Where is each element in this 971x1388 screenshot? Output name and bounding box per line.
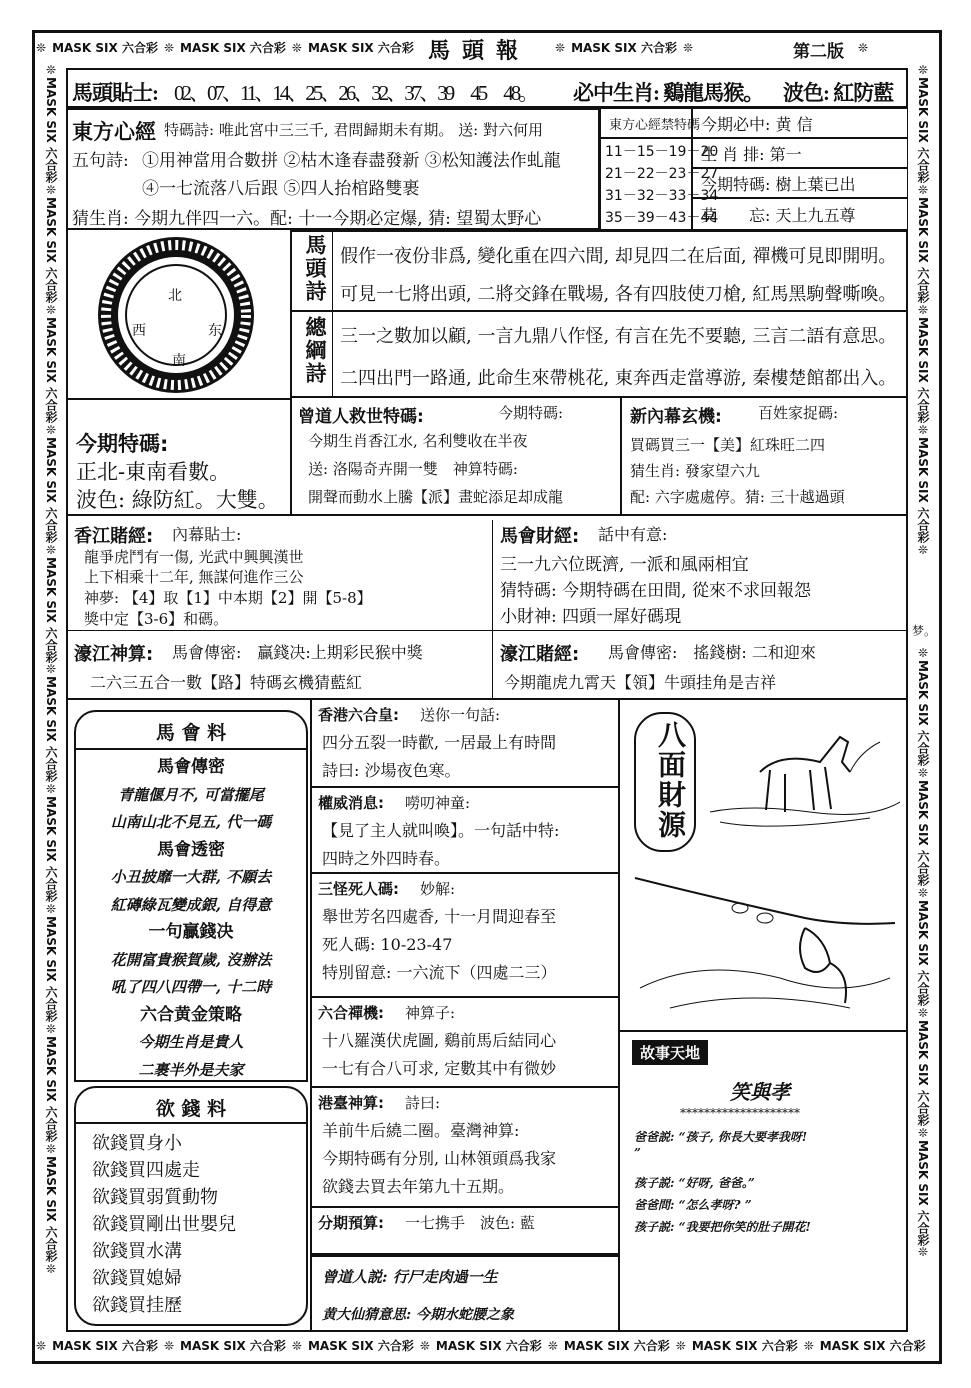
mid-section-line: 舉世芳名四處香, 十一月間迎春至 [322,907,557,926]
haojiang-du-line: 今期龍虎九霄天【領】牛頭挂角是吉祥 [504,673,777,692]
mahui-cai-sub: 話中有意: [598,525,668,544]
mid-section-line: 十八羅漢伏虎圖, 鷄前馬后結同心 [322,1031,557,1050]
liao-line: 二裹半外是夫家 [138,1060,244,1079]
ban-row: 35－39－43－44 [605,210,719,226]
mid-section-sub: 一七携手 波色: 藍 [405,1214,535,1232]
liao-line: 吼了四八四帶一, 十二時 [110,978,272,996]
xin-section [620,398,908,516]
story-line: 孩子説: “我要把你笑的肚子開花! [634,1220,811,1234]
haojiang-du-title: 濠江賭經: [500,644,580,665]
mid-section [312,874,618,998]
story-line: 孩子説: “好呀, 爸爸。” [634,1176,755,1190]
pattern-text: MASK SIX 六合彩 [44,1156,58,1262]
mahui-cai-line: 三一九六位既濟, 一派和風兩相宜 [500,555,749,575]
mid-section-title: 三怪死人碼: [318,880,399,898]
flower-icon: ❊ [291,1339,302,1353]
mahui-liao-title: 馬 會 料 [155,722,227,744]
liao-heading: 一句贏錢决 [148,922,234,942]
pattern-text: MASK SIX 六合彩 [44,556,58,663]
mid-section [312,700,618,788]
dongfang-guess: 猜生肖: 今期九伴四一六。配: 十一今期必定爆, 猜: 望蜀太野心 [72,209,542,229]
mid-section [312,1088,618,1208]
zeng-line: 送: 洛陽奇卉開一雙 神算特碼: [308,460,518,478]
mid-section [312,788,618,874]
pattern-text: MASK SIX 六合彩 [819,1339,926,1353]
mid-section-line: 死人碼: 10-23-47 [322,935,453,954]
flower-icon: ❊ [163,41,175,55]
yuqian-line: 欲錢買四處走 [92,1160,200,1181]
xiangjiang-sub: 內幕貼士: [172,525,242,544]
xin-line: 猜生肖: 發家望六九 [630,462,760,480]
liao-line: 小丑披靡一大群, 不願去 [110,868,272,886]
story-line: ” [634,1146,641,1160]
mid-section-title: 權威消息: [318,794,384,812]
side-row-remember: 莫 忘: 天上九五尊 [692,198,908,230]
special-wave: 波色: 綠防紅。大雙。 [76,488,279,512]
pattern-text: MASK SIX 六合彩 [916,660,930,766]
pattern-text: MASK SIX 六合彩 [916,899,930,1006]
pattern-text: MASK SIX 六合彩 [44,676,58,783]
flower-icon: ❊ [36,1339,47,1353]
flower-icon: ❊ [916,422,930,437]
general-poem-label: 總綱詩 [303,316,327,385]
flower-icon: ❊ [44,302,58,317]
flower-icon: ❊ [916,1245,930,1260]
dongfang-poem: 特碼詩: 唯此宮中三三千, 君問歸期未有期。 送: 對六何用 [164,121,543,139]
flower-icon: ❊ [44,1022,58,1037]
zeng-line: 開聲而動水上騰【派】畫蛇添足却成龍 [308,488,564,506]
poem-line: 假作一夜份非爲, 變化重在四六間, 却見四二在后面, 禪機可見即開明。 [340,246,897,267]
mid-section-line: 特別留意: 一六流下（四處二三） [322,963,557,982]
wheel-west: 西 [132,323,146,339]
poem-line: 可見一七將出頭, 二將交鋒在戰場, 各有四肢使刀槍, 紅馬黑駒聲嘶喚。 [340,284,897,305]
flower-icon: ❊ [44,182,58,197]
flower-icon: ❊ [547,1339,558,1353]
xiangjiang-line: 獎中定【3-6】和碼。 [84,610,229,628]
mahui-cai-title: 馬會財經: [500,526,580,547]
wheel-south: 南 [172,353,186,369]
edition-label: 第二版 [793,42,844,62]
flower-icon: ❊ [916,1005,930,1020]
yuqian-box [74,1086,308,1326]
haojiang-shen-title: 濠江神算: [74,644,154,665]
pattern-text: MASK SIX 六合彩 [916,1019,930,1126]
flower-icon: ❊ [916,63,930,77]
pattern-text: MASK SIX 六合彩 [44,436,58,543]
xin-line: 買碼買三一【美】紅珠旺二四 [630,436,826,454]
ban-table [600,138,719,230]
mahui-liao-box [74,710,308,1082]
special-title: 今期特碼: [76,432,169,456]
row-five [66,516,908,700]
edge-note: 梦。 [912,624,937,638]
mid-section-sub: 神算子: [405,1004,456,1022]
xiangjiang-line: 神夢: 【4】取【1】中本期【2】開【5-8】 [84,589,372,607]
pattern-text: MASK SIX 六合彩 [571,41,677,55]
flower-icon: ❊ [44,782,58,797]
mid-section-line: 【見了主人就叫喚】。一句話中特: [322,821,560,840]
story-tag: 故事天地 [632,1040,708,1065]
pattern-text: MASK SIX 六合彩 [44,316,58,423]
frame-pattern-top-left [36,33,426,63]
tips-label: 馬頭貼士: [72,81,158,105]
flower-icon: ❊ [858,41,869,55]
ban-table-header: 東方心經禁特碼 [600,108,692,138]
flower-icon: ❊ [419,1339,430,1353]
pattern-text: MASK SIX 六合彩 [44,796,58,903]
flower-icon: ❊ [675,1339,686,1353]
pattern-text: MASK SIX 六合彩 [180,41,286,55]
xiangjiang-title: 香江賭經: [74,526,154,547]
story-line: 爸爸問: “怎么孝呀? ” [634,1198,752,1212]
special-line: 正北-東南看數。 [76,460,231,484]
haojiang-shen-line: 二六三五合一數【路】特碼玄機猜藍紅 [90,673,363,692]
pattern-text: MASK SIX 六合彩 [52,41,158,55]
liao-heading: 六合黄金策略 [140,1004,242,1025]
yuqian-line: 欲錢買媳婦 [92,1268,182,1289]
mid-section [312,1208,618,1255]
flower-icon: ❊ [44,542,58,557]
story-title: 笑與孝 [730,1080,790,1104]
pattern-text: MASK SIX 六合彩 [44,916,58,1023]
mid-section [312,998,618,1088]
flower-icon: ❊ [916,302,930,317]
side-row-special: 今期特碼: 樹上葉已出 [692,168,908,198]
tips-zodiac: 必中生肖: 鷄龍馬猴。 [573,81,764,105]
pattern-text: MASK SIX 六合彩 [44,196,58,303]
flower-icon: ❊ [36,41,47,55]
liao-heading: 馬會傳密 [157,757,225,777]
pattern-text: MASK SIX 六合彩 [435,1339,542,1353]
compass-wheel-icon [76,230,276,400]
story-stars: ******************** [680,1106,800,1120]
mid-section-line: 羊前牛后繞二圈。臺灣神算: [322,1121,520,1140]
xin-sub: 百姓家捉碼: [758,404,839,422]
frame-pattern-right-lower [908,646,938,1331]
liao-line: 花開富貴猴賀歲, 沒辦法 [110,950,272,969]
mahui-cai-line: 猜特碼: 今期特碼在田間, 從來不求回報怨 [500,581,811,601]
pattern-text: MASK SIX 六合彩 [691,1339,798,1353]
ban-row: 31－32－33－34 [605,188,719,204]
frame-pattern-top-right [858,33,940,63]
flower-icon: ❊ [916,1125,930,1140]
dongfang-title: 東方心經 [72,120,156,144]
general-poem [290,312,908,398]
flower-icon: ❊ [916,542,930,557]
bamian-badge [634,712,696,852]
horse-poem-label: 馬頭詩 [303,234,327,303]
flower-icon: ❊ [916,885,930,900]
story-line: 爸爸説: “孩子, 你長大要孝我呀! [634,1130,808,1144]
zeng-section [290,398,622,516]
liao-line: 紅磚綠瓦變成銀, 自得意 [110,895,272,914]
flower-icon: ❊ [44,1142,58,1157]
flower-icon: ❊ [916,182,930,197]
horse-poem [290,230,908,312]
flower-icon: ❊ [291,41,302,55]
yuqian-title: 欲 錢 料 [155,1098,227,1120]
poem-line: 二四出門一路通, 此命生來帶桃花, 東奔西走當導游, 秦樓楚館都出入。 [340,368,897,389]
pattern-text: MASK SIX 六合彩 [52,1339,158,1353]
wheel-panel [66,230,292,400]
monkey-branch-drawing-icon [630,868,906,1018]
flower-icon: ❊ [44,1261,58,1276]
tips-row [66,68,908,108]
zeng-sub: 今期特碼: [498,404,564,422]
pattern-text: MASK SIX 六合彩 [916,779,930,886]
pattern-text: MASK SIX 六合彩 [307,1339,414,1353]
tips-wave: 波色: 紅防藍 [783,81,894,105]
five-line-1: ①用神當用合數拼 ②枯木逢春盡發新 ③松知護法作虬龍 [142,151,561,171]
five-line-2: ④一七流落八后跟 ⑤四人抬棺路雙裹 [142,179,420,199]
mid-section-line: 欲錢去買去年第九十五期。 [322,1177,515,1196]
yuqian-line: 欲錢買挂歷 [92,1295,182,1316]
xiangjiang-line: 上下相乘十二年, 無謀何進作三公 [84,568,304,586]
five-label: 五句詩: [72,151,129,171]
zeng-line: 今期生肖香江水, 名利雙收在半夜 [308,432,528,450]
xiangjiang-line: 龍爭虎鬥有一傷, 光武中興興漢世 [84,548,304,566]
zeng-title: 曾道人救世特碼: [298,407,424,427]
liao-heading: 馬會透密 [157,839,225,860]
wheel-east: 东 [208,323,222,339]
flower-icon: ❊ [44,63,58,77]
yuqian-line: 欲錢買水溝 [92,1241,182,1262]
frame-pattern-bottom [36,1331,938,1361]
pattern-text: MASK SIX 六合彩 [916,77,930,183]
mahui-cai-line: 小財神: 四頭一犀好碼現 [500,607,682,627]
pattern-text: MASK SIX 六合彩 [307,41,414,55]
frame-pattern-right-upper [908,63,938,615]
mid-section-line: 一七有合八可求, 定數其中有微妙 [322,1059,557,1078]
pattern-text: MASK SIX 六合彩 [916,316,930,423]
flower-icon: ❊ [916,646,930,660]
yuqian-line: 欲錢買弱質動物 [92,1187,218,1208]
mid-section-line: 四時之外四時春。 [322,849,451,868]
liao-line: 今期生肖是貴人 [138,1033,244,1051]
dongfang-section [66,108,600,230]
mid-section-line: 四分五裂一時歡, 一居最上有時間 [322,733,557,752]
haojiang-shen-sub: 馬會傳密: 贏錢决:上期彩民猴中獎 [172,643,423,662]
mid-section-title: 香港六合皇: [318,706,399,724]
liao-line: 青龍偃月不, 可當擺尾 [118,785,264,804]
flower-icon: ❊ [682,41,694,55]
flower-icon: ❊ [44,422,58,437]
xin-line: 配: 六字處處停。猜: 三十越過頭 [630,488,845,506]
mid-section-line: 今期特碼有分別, 山林領頭爲我家 [322,1149,557,1168]
flower-icon: ❊ [803,1339,814,1353]
frame-pattern-top-mid [555,33,785,63]
mid-section-title: 港臺神算: [318,1094,384,1112]
flower-icon: ❊ [44,662,58,677]
tips-numbers: 02、07、11、14、25、26、32、37、39 45 48。 [174,81,537,105]
special-code-panel [66,398,292,516]
yuqian-line: 欲錢買身小 [92,1133,182,1154]
mid-section-title: 六合禪機: [318,1004,384,1022]
side-row-zodiac-rank: 生 肖 排: 第一 [692,138,908,168]
liao-line: 山南山北不見五, 代一碼 [110,813,272,831]
poem-line: 三一之數加以顧, 一言九鼎八作怪, 有言在先不要聽, 三言二語有意思。 [340,326,897,347]
haojiang-du-sub: 馬會傳密: 搖錢樹: 二和迎來 [608,643,816,662]
pattern-text: MASK SIX 六合彩 [44,77,58,183]
mid-section-title: 分期預算: [318,1214,384,1232]
side-row-must-win: 今期必中: 黄 信 [692,108,908,138]
ban-row: 11－15－19－20 [605,144,719,160]
middle-column [310,700,620,1332]
flower-icon: ❊ [916,765,930,780]
bamian-text: 八面財源 [654,720,687,840]
frame-pattern-left [36,63,66,1331]
yuqian-line: 欲錢買剛出世嬰兒 [92,1214,236,1235]
mid-section-sub: 詩曰: [405,1094,441,1112]
flower-icon: ❊ [555,41,566,55]
xin-title: 新內幕玄機: [630,407,722,427]
pattern-text: MASK SIX 六合彩 [563,1339,670,1353]
pattern-text: MASK SIX 六合彩 [916,436,930,543]
mid-section-sub: 送你一句話: [420,706,501,724]
pattern-text: MASK SIX 六合彩 [44,1036,58,1143]
pattern-text: MASK SIX 六合彩 [180,1339,286,1353]
mid-section-line: 詩曰: 沙場夜色寒。 [322,761,461,780]
ban-row: 21－22－23－27 [605,166,719,182]
mid-section-sub: 妙解: [420,880,456,898]
newspaper-title: 馬頭報 [428,39,531,64]
zeng-say: 曾道人説: 行尸走肉過一生 [322,1268,498,1286]
mid-section-sub: 嘮叨神童: [405,794,471,812]
flower-icon: ❊ [163,1339,175,1353]
flower-icon: ❊ [44,902,58,917]
pattern-text: MASK SIX 六合彩 [916,1139,930,1246]
wong-tai-sin: 黄大仙猜意思: 今期水蛇腰之象 [322,1307,515,1323]
pattern-text: MASK SIX 六合彩 [916,196,930,303]
horse-drawing-icon [700,712,900,842]
wheel-north: 北 [168,288,182,304]
